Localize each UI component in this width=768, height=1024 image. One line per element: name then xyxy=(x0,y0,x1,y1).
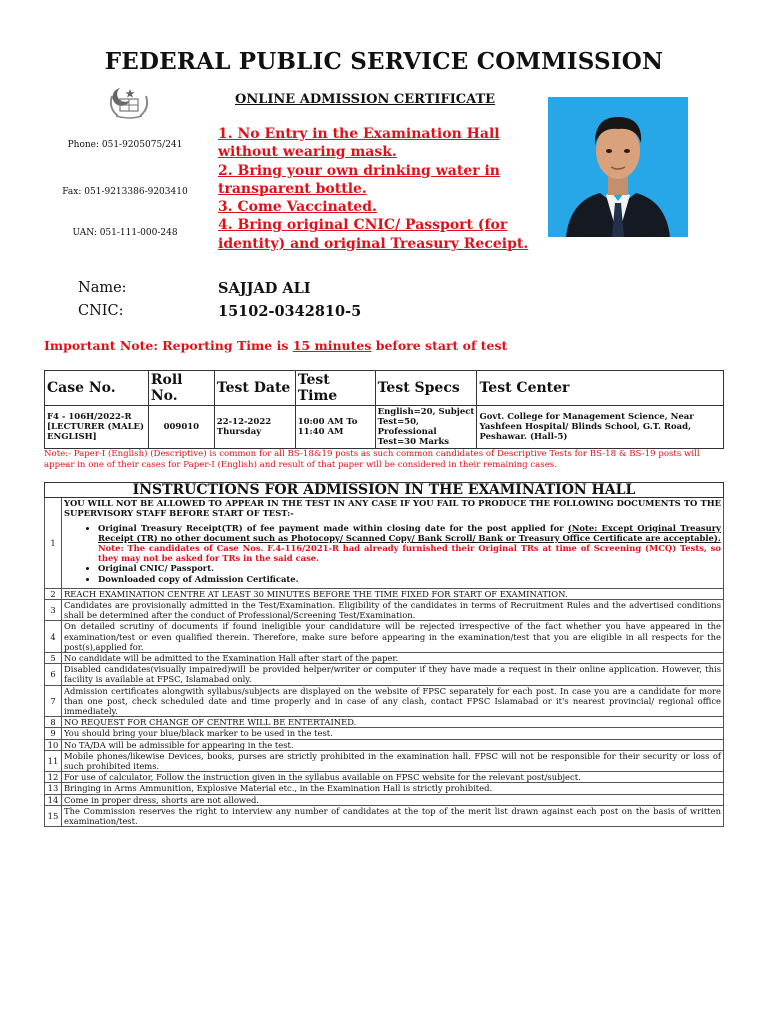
important-suffix: before start of test xyxy=(371,338,508,353)
row-number: 9 xyxy=(45,728,62,739)
list-item: • Downloaded copy of Admission Certificate. xyxy=(98,574,721,584)
column-header: Roll No. xyxy=(148,371,214,406)
candidate-cnic: 15102-0342810-5 xyxy=(218,303,362,320)
row-number: 13 xyxy=(45,783,62,794)
instruction-text: REACH EXAMINATION CENTRE AT LEAST 30 MINUTES BEFORE THE TIME FIXED FOR START OF EXAMINATION. xyxy=(62,588,724,599)
row-number: 8 xyxy=(45,717,62,728)
test-date: 22-12-2022 Thursday xyxy=(214,406,295,449)
candidate-name: SAJJAD ALI xyxy=(218,280,311,297)
column-header: Test Center xyxy=(477,371,724,406)
instruction-text: You should bring your blue/black marker to be used in the test. xyxy=(62,728,724,739)
instruction-text: On detailed scrutiny of documents if found ineligible your candidature will be rejected irrespective of the fact whether you have appeared in the examination/test or even qualified therein. Therefore, make sure before appearing in the examination/test that you are eligible in all respects for the post(s),applied for. xyxy=(62,621,724,653)
government-emblem-icon xyxy=(106,84,152,120)
row-number: 6 xyxy=(45,664,62,685)
table-row xyxy=(45,653,724,664)
treasury-receipt-note: (Note: Except Original Treasury Receipt (TR) no other document such as Photocopy/ Scanned Copy/ Bank Scroll/ Bank or Treasury Office Certificate are acceptable). xyxy=(98,522,721,543)
notice-item: 3. Come Vaccinated. xyxy=(218,199,377,216)
candidate-portrait-icon xyxy=(548,97,688,237)
test-center: Govt. College for Management Science, Near Yashfeen Hospital/ Blinds School, G.T. Road, Peshawar. (Hall-5) xyxy=(477,406,724,449)
notice-list xyxy=(218,125,548,253)
row-number: 3 xyxy=(45,600,62,621)
instruction-text: NO REQUEST FOR CHANGE OF CENTRE WILL BE ENTERTAINED. xyxy=(62,717,724,728)
instructions-table xyxy=(44,482,724,827)
row-number: 11 xyxy=(45,750,62,771)
instruction-text xyxy=(62,498,724,589)
test-specs: English=20, Subject Test=50, Professional Test=30 Marks xyxy=(375,406,477,449)
phone-number: Phone: 051-9205075/241 xyxy=(67,140,183,150)
name-label: Name: xyxy=(78,280,127,296)
instruction-text: Come in proper dress, shorts are not allowed. xyxy=(62,794,724,805)
notice-item: 4. Bring original CNIC/ Passport (for identity) and original Treasury Receipt. xyxy=(218,217,529,252)
table-row xyxy=(45,498,724,589)
row-number: 4 xyxy=(45,621,62,653)
table-row xyxy=(45,600,724,621)
instruction-text: For use of calculator, Follow the instruction given in the syllabus available on FPSC website for the relevant post/subject. xyxy=(62,772,724,783)
paper-note: Note:- Paper-I (English) (Descriptive) is common for all BS-18&19 posts as such common candidates of Descriptive Tests for BS-18 & BS-19 posts will appear in one of their cases for Paper-I (English) and result of that paper will be considered in their remaining cases. xyxy=(44,449,700,470)
table-row xyxy=(45,717,724,728)
instruction-text: Candidates are provisionally admitted in the Test/Examination. Eligibility of the candidates in terms of Recruitment Rules and the advertised conditions shall be determined after the conduct of Professional/Screening Test/Examination. xyxy=(62,600,724,621)
instruction-text: The Commission reserves the right to interview any number of candidates at the top of the merit list drawn against each post on the basis of written examination/test. xyxy=(62,805,724,826)
page-title: FEDERAL PUBLIC SERVICE COMMISSION xyxy=(104,48,664,75)
row-number: 14 xyxy=(45,794,62,805)
table-row xyxy=(45,728,724,739)
treasury-receipt-text: Original Treasury Receipt(TR) of fee payment made within closing date for the post applied for xyxy=(98,522,568,533)
notice-item: 1. No Entry in the Examination Hall without wearing mask. xyxy=(218,126,500,161)
documents-intro: YOU WILL NOT BE ALLOWED TO APPEAR IN THE TEST IN ANY CASE IF YOU FAIL TO PRODUCE THE FOLLOWING DOCUMENTS TO THE SUPERVISORY STAFF BEFORE START OF TEST:- xyxy=(64,498,721,519)
notice-item: 2. Bring your own drinking water in transparent bottle. xyxy=(218,162,500,197)
row-number: 12 xyxy=(45,772,62,783)
cnic-label: CNIC: xyxy=(78,303,124,319)
case-note: Note: The candidates of Case Nos. F.4-116/2021-R had already furnished their Original TRs at time of Screening (MCQ) Tests, so they may not be asked for TRs in the said case. xyxy=(98,543,721,564)
column-header: Test Time xyxy=(295,371,375,406)
instruction-text: Disabled candidates(visually impaired)will be provided helper/writer or computer if they have made a request in their online application. However, this facility is available at FPSC, Islamabad only. xyxy=(62,664,724,685)
important-prefix: Important Note: Reporting Time is xyxy=(44,338,293,353)
table-row xyxy=(45,406,724,449)
table-row xyxy=(45,783,724,794)
reporting-time-note xyxy=(44,338,507,353)
fax-number: Fax: 051-9213386-9203410 xyxy=(62,187,188,197)
row-number: 1 xyxy=(45,498,62,589)
uan-number: UAN: 051-111-000-248 xyxy=(72,228,178,238)
list-item xyxy=(98,523,721,564)
table-row xyxy=(45,685,724,717)
table-row xyxy=(45,621,724,653)
roll-number: 009010 xyxy=(148,406,214,449)
table-row xyxy=(45,588,724,599)
column-header: Test Specs xyxy=(375,371,477,406)
row-number: 10 xyxy=(45,739,62,750)
table-row xyxy=(45,739,724,750)
table-row xyxy=(45,794,724,805)
important-highlight: 15 minutes xyxy=(292,338,372,353)
instruction-text: Mobile phones/likewise Devices, books, purses are strictly prohibited in the examination hall. FPSC will not be responsible for their security or loss of such prohibited items. xyxy=(62,750,724,771)
row-number: 15 xyxy=(45,805,62,826)
column-header: Case No. xyxy=(45,371,149,406)
table-row xyxy=(45,664,724,685)
table-row xyxy=(45,750,724,771)
table-row xyxy=(45,772,724,783)
row-number: 5 xyxy=(45,653,62,664)
table-row xyxy=(45,805,724,826)
column-header: Test Date xyxy=(214,371,295,406)
instruction-text: No TA/DA will be admissible for appearing in the test. xyxy=(62,739,724,750)
list-item: • Original CNIC/ Passport. xyxy=(98,563,721,573)
row-number: 7 xyxy=(45,685,62,717)
candidate-photo xyxy=(548,97,688,237)
instructions-heading: INSTRUCTIONS FOR ADMISSION IN THE EXAMINATION HALL xyxy=(45,483,724,498)
instruction-text: Admission certificates alongwith syllabus/subjects are displayed on the website of FPSC separately for each post. In case you are a candidate for more than one post, check scheduled date and time properly and in case of any clash, contact FPSC Islamabad or it's nearest provincial/ regional office immediately. xyxy=(62,685,724,717)
table-header-row xyxy=(45,371,724,406)
row-number: 2 xyxy=(45,588,62,599)
case-number: F4 - 106H/2022-R [LECTURER (MALE) ENGLISH] xyxy=(45,406,149,449)
instruction-text: No candidate will be admitted to the Examination Hall after start of the paper. xyxy=(62,653,724,664)
certificate-subtitle: ONLINE ADMISSION CERTIFICATE xyxy=(235,92,496,107)
instruction-text: Bringing in Arms Ammunition, Explosive Material etc., in the Examination Hall is strictly prohibited. xyxy=(62,783,724,794)
test-time: 10:00 AM To 11:40 AM xyxy=(295,406,375,449)
documents-list xyxy=(64,523,721,584)
test-schedule-table xyxy=(44,370,724,449)
